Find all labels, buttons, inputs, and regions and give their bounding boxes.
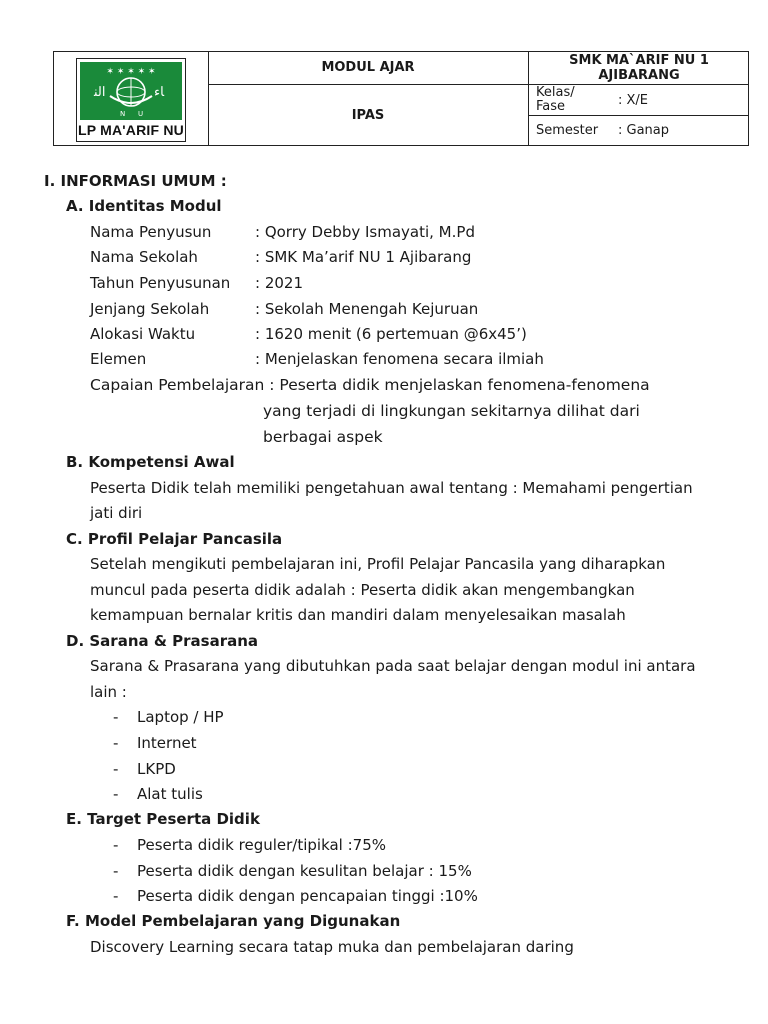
paragraph-line: Discovery Learning secara tatap muka dan pembelajaran daring [90,938,574,956]
divider [208,84,748,85]
paragraph-line: muncul pada peserta didik adalah : Peserta didik akan mengembangkan [90,581,635,599]
subsection-d-title: D. Sarana & Prasarana [66,632,259,650]
capaian-line: berbagai aspek [263,428,383,446]
subsection-c-title: C. Profil Pelajar Pancasila [66,530,283,548]
identity-row: Alokasi Waktu : 1620 menit (6 pertemuan @6x45’) [90,325,527,343]
paragraph-line: lain : [90,683,127,701]
list-item: - Alat tulis [113,785,203,803]
svg-text:ﺍﻟﻨ: ﺍﻟﻨ [94,85,106,100]
lp-maarif-logo [76,58,186,142]
paragraph-line: Peserta Didik telah memiliki pengetahuan awal tentang : Memahami pengertian [90,479,693,497]
identity-row: Elemen : Menjelaskan fenomena secara ilmiah [90,350,544,368]
modul-title: MODUL AJAR [321,60,415,75]
paragraph-line: Sarana & Prasarana yang dibutuhkan pada saat belajar dengan modul ini antara [90,657,696,675]
identity-row: Nama Sekolah : SMK Ma’arif NU 1 Ajibarang [90,248,472,266]
svg-text:✶ ✶ ✶ ✶ ✶: ✶ ✶ ✶ ✶ ✶ [106,67,156,77]
svg-text:N: N [120,110,126,118]
semester-value: : Ganap [618,123,670,138]
list-item: - Peserta didik reguler/tipikal :75% [113,836,387,854]
subsection-f-title: F. Model Pembelajaran yang Digunakan [66,912,401,930]
capaian-line: yang terjadi di lingkungan sekitarnya dilihat dari [263,402,640,420]
section-title: I. INFORMASI UMUM : [44,172,227,190]
paragraph-line: Setelah mengikuti pembelajaran ini, Profil Pelajar Pancasila yang diharapkan [90,555,666,573]
paragraph-line: jati diri [90,504,143,522]
divider [528,115,748,116]
subject-name: IPAS [351,108,385,123]
list-item: - Peserta didik dengan pencapaian tinggi :10% [113,887,478,905]
kelas-label: Kelas/ Fase [536,85,575,114]
capaian-line: Capaian Pembelajaran : Peserta didik menjelaskan fenomena-fenomena [90,376,650,394]
nu-emblem-icon [80,62,182,120]
identity-row: Jenjang Sekolah : Sekolah Menengah Kejuruan [90,300,479,318]
list-item: - Laptop / HP [113,708,224,726]
list-item: - Internet [113,734,197,752]
subsection-a-title: A. Identitas Modul [66,197,222,215]
header-table [53,51,749,146]
identity-row: Nama Penyusun : Qorry Debby Ismayati, M.Pd [90,223,475,241]
school-name: SMK MA`ARIF NU 1 AJIBARANG [569,53,709,83]
identity-row: Tahun Penyusunan : 2021 [90,274,303,292]
list-item: - LKPD [113,760,176,778]
svg-text:ﺎء: ﺎء [154,85,165,100]
paragraph-line: kemampuan bernalar kritis dan mandiri dalam menyelesaikan masalah [90,606,626,624]
list-item: - Peserta didik dengan kesulitan belajar : 15% [113,862,472,880]
svg-text:U: U [138,110,144,118]
semester-label: Semester [536,123,599,138]
subsection-b-title: B. Kompetensi Awal [66,453,235,471]
kelas-value: : X/E [618,93,649,108]
subsection-e-title: E. Target Peserta Didik [66,810,260,828]
logo-text: LP MA'ARIF NU [77,122,184,138]
